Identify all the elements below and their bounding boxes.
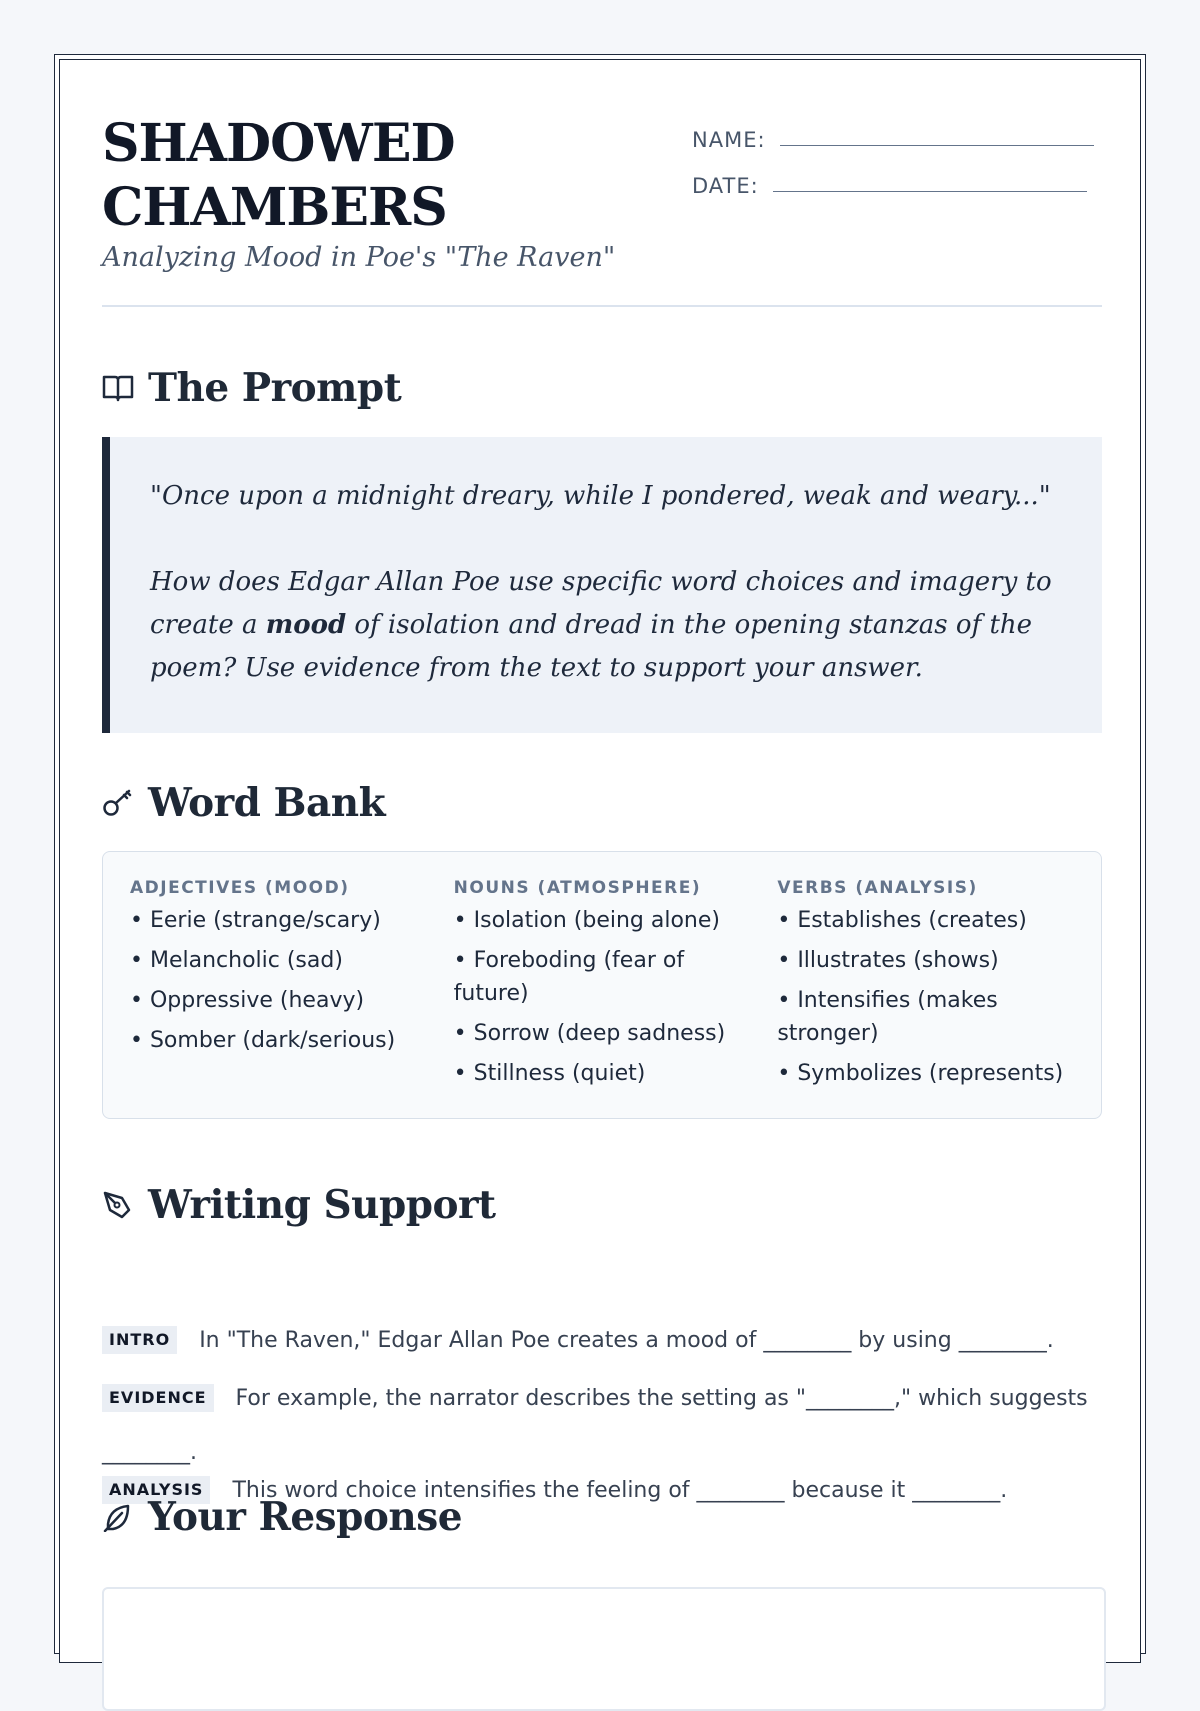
analysis-tag: ANALYSIS: [102, 1476, 210, 1504]
name-blank-line[interactable]: [780, 144, 1094, 146]
prompt-question: [150, 561, 1062, 690]
date-label: DATE:: [692, 174, 759, 198]
response-heading: Your Response: [148, 1494, 463, 1540]
wordbank-column-title: VERBS (ANALYSIS): [777, 878, 978, 898]
prompt-heading: The Prompt: [148, 365, 402, 411]
wordbank-item: • Melancholic (sad): [130, 948, 343, 973]
word-bank-box: [102, 851, 1102, 1119]
sentence-starter: In "The Raven," Edgar Allan Poe creates a mood of ________ by using ________.: [199, 1328, 1054, 1353]
wordbank-item: • Oppressive (heavy): [130, 988, 365, 1013]
worksheet-subtitle: Analyzing Mood in Poe's "The Raven": [102, 242, 616, 273]
prompt-box: [102, 437, 1102, 733]
worksheet-title: [102, 112, 455, 240]
wordbank-item: • Sorrow (deep sadness): [453, 1021, 726, 1046]
wordbank-heading: Word Bank: [148, 780, 386, 826]
writing-support-heading: Writing Support: [148, 1182, 496, 1228]
wordbank-column-adjectives: [130, 878, 454, 1118]
name-field-row: [692, 106, 1094, 152]
support-row-intro: [102, 1314, 1102, 1368]
response-writing-area[interactable]: [102, 1587, 1106, 1711]
wordbank-column-title: ADJECTIVES (MOOD): [130, 878, 350, 898]
sentence-starter: This word choice intensifies the feeling of ________ because it ________.: [232, 1478, 1008, 1503]
wordbank-item: • Isolation (being alone): [453, 908, 720, 933]
wordbank-item: • Intensifies (makes stronger): [777, 988, 998, 1046]
title-line-1: SHADOWED: [102, 113, 455, 174]
sentence-starter: For example, the narrator describes the setting as "________," which suggests ________.: [102, 1386, 1088, 1465]
question-text-2: of isolation and dread in the opening stanzas of the poem? Use evidence from the text to support your answer.: [150, 610, 1033, 683]
wordbank-column-verbs: [777, 878, 1101, 1118]
pen-tool-icon: [102, 1190, 134, 1220]
question-text-1: How does Edgar Allan Poe use specific word choices and imagery to create a: [150, 567, 1052, 640]
intro-tag: INTRO: [102, 1326, 177, 1354]
wordbank-item: • Establishes (creates): [777, 908, 1027, 933]
question-bold-word: mood: [265, 610, 347, 640]
wordbank-item: • Eerie (strange/scary): [130, 908, 381, 933]
wordbank-item: • Illustrates (shows): [777, 948, 999, 973]
book-open-icon: [102, 373, 134, 403]
date-blank-line[interactable]: [773, 190, 1087, 192]
wordbank-item: • Stillness (quiet): [453, 1061, 646, 1086]
title-line-2: CHAMBERS: [102, 177, 447, 238]
worksheet-page: [54, 54, 1146, 1654]
wordbank-item: • Somber (dark/serious): [130, 1028, 396, 1053]
worksheet-inner-border: [59, 59, 1141, 1663]
key-icon: [102, 788, 134, 818]
prompt-quote: "Once upon a midnight dreary, while I pondered, weak and weary...": [150, 481, 1051, 511]
wordbank-item: • Symbolizes (represents): [777, 1061, 1064, 1086]
wordbank-item: • Foreboding (fear of future): [453, 948, 685, 1006]
wordbank-section-heading: [102, 780, 385, 826]
writing-support-section-heading: [102, 1182, 496, 1228]
wordbank-column-nouns: [454, 878, 778, 1118]
prompt-section-heading: [102, 365, 401, 411]
name-date-fields: [692, 106, 1094, 198]
response-section-heading: [102, 1494, 462, 1540]
feather-icon: [102, 1502, 134, 1532]
date-field-row: [692, 152, 1094, 198]
header-divider: [102, 305, 1102, 307]
wordbank-column-title: NOUNS (ATMOSPHERE): [453, 878, 702, 898]
name-label: NAME:: [692, 128, 766, 152]
evidence-tag: EVIDENCE: [102, 1384, 214, 1412]
